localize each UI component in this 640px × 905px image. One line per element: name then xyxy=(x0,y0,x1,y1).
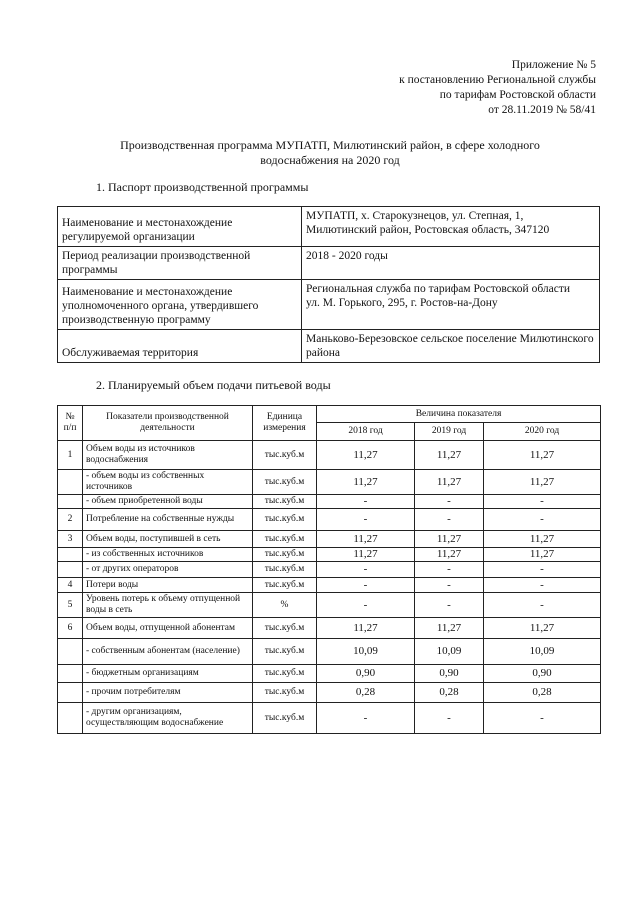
section-heading-passport: 1. Паспорт производственной программы xyxy=(96,180,309,194)
row-unit: тыс.куб.м xyxy=(253,683,317,703)
header-unit: Единица измерения xyxy=(253,406,317,441)
value-2020: - xyxy=(484,703,601,734)
title-line: водоснабжения на 2020 год xyxy=(260,153,400,167)
header-year-2018: 2018 год xyxy=(317,423,415,441)
row-unit: тыс.куб.м xyxy=(253,509,317,531)
row-indicator: Объем воды, отпущенной абонентам xyxy=(83,618,253,639)
value-2020: 11,27 xyxy=(484,441,601,470)
value-2020: - xyxy=(484,593,601,618)
value-2019: - xyxy=(415,562,484,578)
row-indicator: - прочим потребителям xyxy=(83,683,253,703)
table-row xyxy=(58,531,601,548)
title-line: Производственная программа МУПАТП, Милютинский район, в сфере холодного xyxy=(120,138,540,152)
row-unit: тыс.куб.м xyxy=(253,470,317,495)
table-row xyxy=(58,593,601,618)
row-unit: тыс.куб.м xyxy=(253,548,317,562)
value-2018: 11,27 xyxy=(317,531,415,548)
passport-value: 2018 - 2020 годы xyxy=(302,247,600,280)
value-2020: 10,09 xyxy=(484,639,601,665)
value-2020: 0,28 xyxy=(484,683,601,703)
table-row xyxy=(58,683,601,703)
passport-label: Наименование и местонахождение регулируемой организации xyxy=(58,207,302,247)
row-indicator: - объем приобретенной воды xyxy=(83,495,253,509)
passport-value: МУПАТП, х. Старокузнецов, ул. Степная, 1, Милютинский район, Ростовская область, 347120 xyxy=(302,207,600,247)
row-indicator: Объем воды из источников водоснабжения xyxy=(83,441,253,470)
passport-value: Региональная служба по тарифам Ростовской области xyxy=(306,283,571,295)
value-2018: - xyxy=(317,509,415,531)
row-indicator: - из собственных источников xyxy=(83,548,253,562)
row-number xyxy=(58,562,83,578)
header-year-2020: 2020 год xyxy=(484,423,601,441)
table-row xyxy=(58,330,600,363)
row-number: 2 xyxy=(58,509,83,531)
row-number xyxy=(58,548,83,562)
value-2018: - xyxy=(317,562,415,578)
value-2018: - xyxy=(317,495,415,509)
row-indicator: Уровень потерь к объему отпущенной воды в сеть xyxy=(83,593,253,618)
value-2018: - xyxy=(317,578,415,593)
value-2019: 11,27 xyxy=(415,470,484,495)
row-indicator: - собственным абонентам (население) xyxy=(83,639,253,665)
table-row xyxy=(58,247,600,280)
value-2019: 11,27 xyxy=(415,618,484,639)
value-2019: 11,27 xyxy=(415,548,484,562)
value-2018: 0,28 xyxy=(317,683,415,703)
value-2020: - xyxy=(484,562,601,578)
header-num: № п/п xyxy=(58,406,83,441)
row-indicator: - объем воды из собственных источников xyxy=(83,470,253,495)
table-row xyxy=(58,578,601,593)
value-2020: 0,90 xyxy=(484,665,601,683)
value-2020: 11,27 xyxy=(484,618,601,639)
row-indicator: - другим организациям, осуществляющим водоснабжение xyxy=(83,703,253,734)
value-2018: 11,27 xyxy=(317,548,415,562)
row-unit: тыс.куб.м xyxy=(253,639,317,665)
table-row xyxy=(58,618,601,639)
section-heading-volume: 2. Планируемый объем подачи питьевой воды xyxy=(96,378,331,392)
row-indicator: - бюджетным организациям xyxy=(83,665,253,683)
header-indicator: Показатели производственной деятельности xyxy=(83,406,253,441)
passport-value-address: ул. М. Горького, 295, г. Ростов-на-Дону xyxy=(306,297,498,309)
value-2019: - xyxy=(415,593,484,618)
table-row xyxy=(58,441,601,470)
value-2019: 11,27 xyxy=(415,531,484,548)
row-number xyxy=(58,639,83,665)
table-row xyxy=(58,548,601,562)
table-row xyxy=(58,207,600,247)
table-header-row xyxy=(58,406,601,423)
volume-table xyxy=(57,405,601,734)
value-2019: 0,90 xyxy=(415,665,484,683)
header-value: Величина показателя xyxy=(317,406,601,423)
table-row xyxy=(58,562,601,578)
row-unit: тыс.куб.м xyxy=(253,441,317,470)
row-number xyxy=(58,683,83,703)
table-row xyxy=(58,495,601,509)
appendix-line: по тарифам Ростовской области xyxy=(439,89,596,101)
row-unit: тыс.куб.м xyxy=(253,531,317,548)
row-unit: тыс.куб.м xyxy=(253,578,317,593)
value-2018: 11,27 xyxy=(317,618,415,639)
row-unit: тыс.куб.м xyxy=(253,495,317,509)
row-number: 6 xyxy=(58,618,83,639)
value-2020: 11,27 xyxy=(484,531,601,548)
value-2018: 10,09 xyxy=(317,639,415,665)
value-2020: 11,27 xyxy=(484,548,601,562)
row-unit: тыс.куб.м xyxy=(253,562,317,578)
passport-table xyxy=(57,206,600,363)
table-row xyxy=(58,470,601,495)
value-2020: 11,27 xyxy=(484,470,601,495)
value-2019: 0,28 xyxy=(415,683,484,703)
row-number xyxy=(58,470,83,495)
value-2020: - xyxy=(484,509,601,531)
value-2018: - xyxy=(317,593,415,618)
value-2020: - xyxy=(484,495,601,509)
row-number: 4 xyxy=(58,578,83,593)
row-indicator: Потери воды xyxy=(83,578,253,593)
table-row xyxy=(58,665,601,683)
value-2018: - xyxy=(317,703,415,734)
passport-value-cell xyxy=(302,280,600,330)
table-row xyxy=(58,280,600,330)
appendix-line: от 28.11.2019 № 58/41 xyxy=(488,104,596,116)
appendix-header xyxy=(399,58,596,118)
value-2018: 11,27 xyxy=(317,470,415,495)
row-unit: % xyxy=(253,593,317,618)
value-2019: - xyxy=(415,578,484,593)
value-2019: - xyxy=(415,509,484,531)
row-number xyxy=(58,495,83,509)
appendix-line: Приложение № 5 xyxy=(511,59,596,71)
row-indicator: Потребление на собственные нужды xyxy=(83,509,253,531)
passport-label: Обслуживаемая территория xyxy=(58,330,302,363)
row-number: 5 xyxy=(58,593,83,618)
table-row xyxy=(58,703,601,734)
passport-value: Маньково-Березовское сельское поселение Милютинского района xyxy=(302,330,600,363)
value-2019: 11,27 xyxy=(415,441,484,470)
value-2018: 0,90 xyxy=(317,665,415,683)
row-indicator: Объем воды, поступившей в сеть xyxy=(83,531,253,548)
row-number: 1 xyxy=(58,441,83,470)
value-2019: - xyxy=(415,703,484,734)
table-row xyxy=(58,509,601,531)
value-2019: 10,09 xyxy=(415,639,484,665)
appendix-line: к постановлению Региональной службы xyxy=(399,74,596,86)
value-2020: - xyxy=(484,578,601,593)
volume-table-body xyxy=(58,441,601,734)
row-unit: тыс.куб.м xyxy=(253,665,317,683)
row-number: 3 xyxy=(58,531,83,548)
header-year-2019: 2019 год xyxy=(415,423,484,441)
row-unit: тыс.куб.м xyxy=(253,618,317,639)
row-indicator: - от других операторов xyxy=(83,562,253,578)
row-number xyxy=(58,703,83,734)
document-title xyxy=(60,138,600,168)
row-unit: тыс.куб.м xyxy=(253,703,317,734)
passport-label: Период реализации производственной программы xyxy=(58,247,302,280)
passport-label: Наименование и местонахождение уполномоченного органа, утвердившего производственную программу xyxy=(58,280,302,330)
table-row xyxy=(58,639,601,665)
row-number xyxy=(58,665,83,683)
value-2018: 11,27 xyxy=(317,441,415,470)
value-2019: - xyxy=(415,495,484,509)
